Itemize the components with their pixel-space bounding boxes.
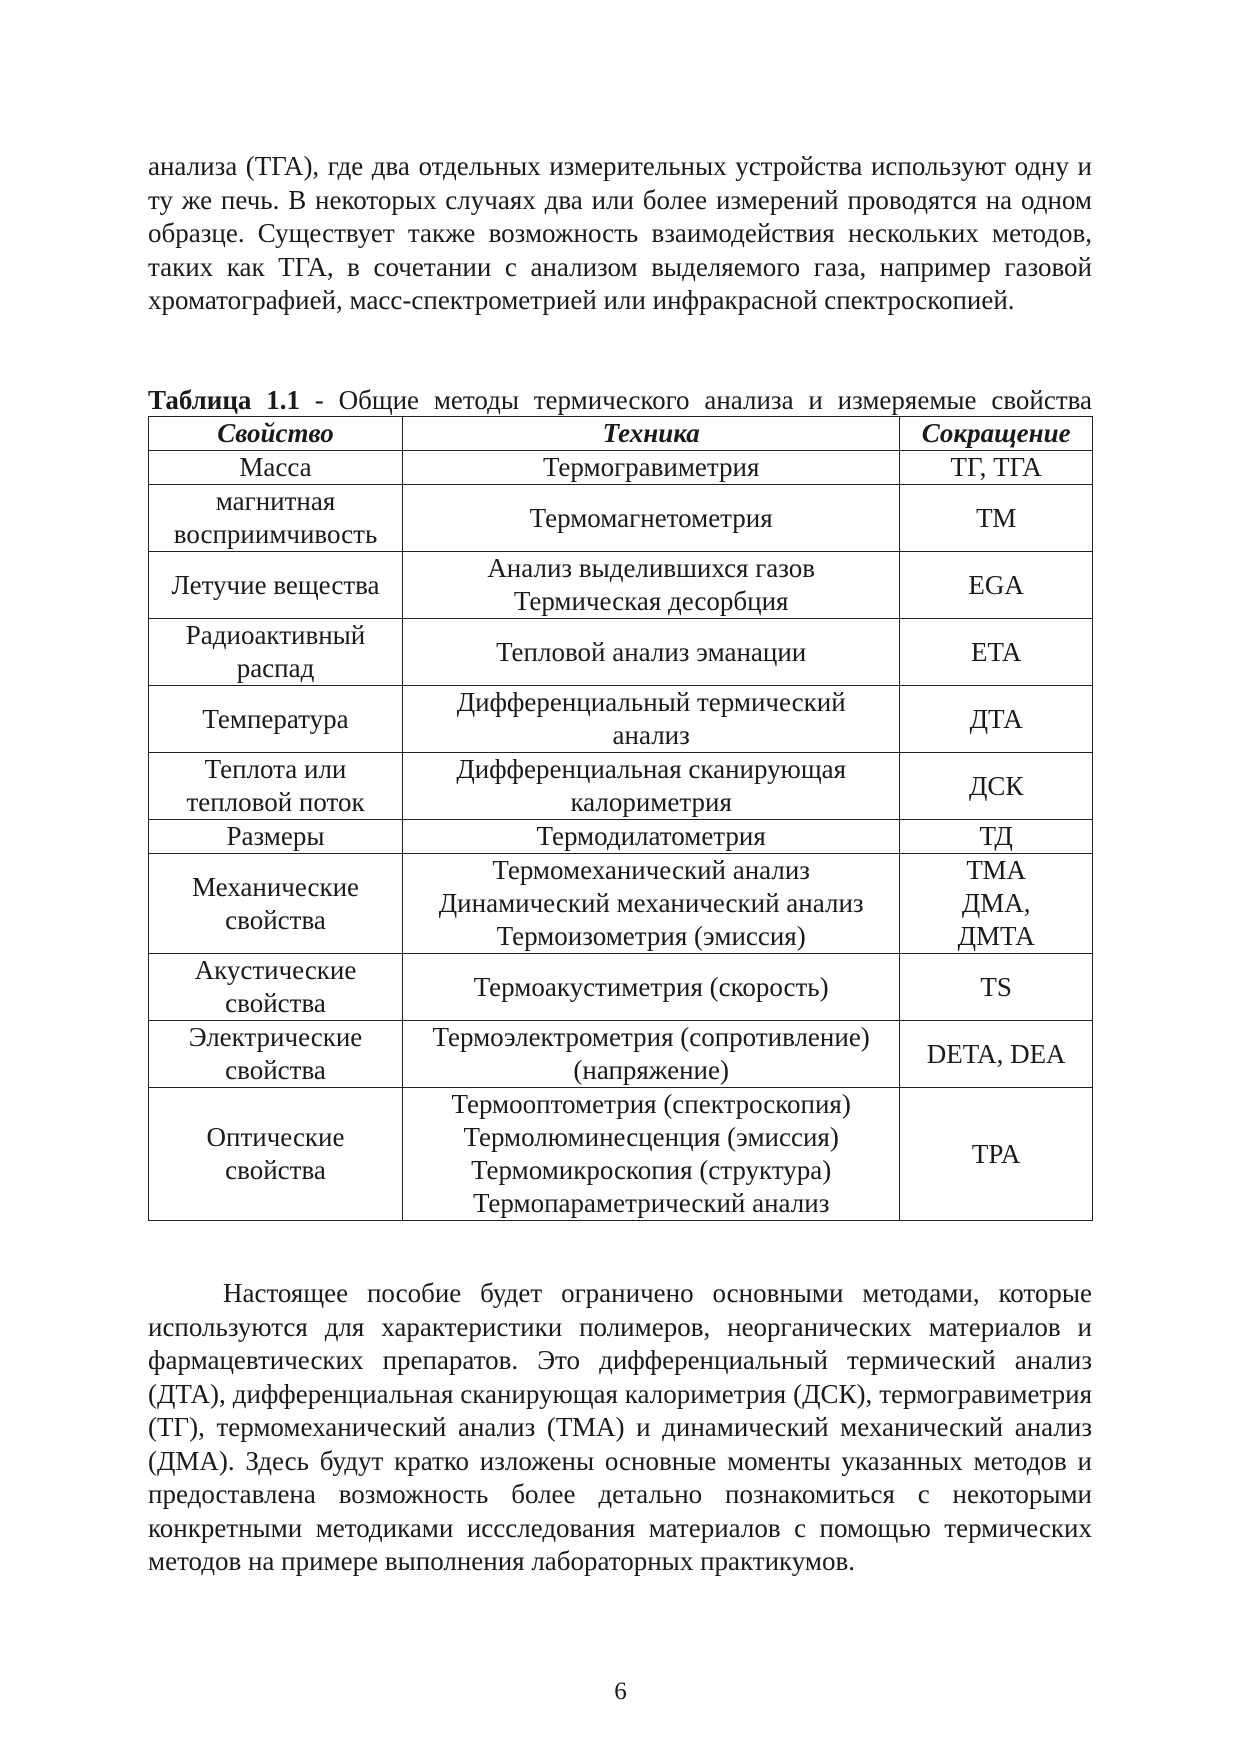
property-cell bbox=[149, 820, 403, 854]
table-row bbox=[149, 753, 1093, 820]
header-technique: Техника bbox=[403, 417, 900, 451]
technique-cell bbox=[403, 552, 900, 619]
cell-line: распад bbox=[236, 653, 315, 683]
cell-line: ТМА bbox=[966, 855, 1026, 885]
table-caption bbox=[148, 383, 1092, 417]
technique-cell bbox=[403, 753, 900, 820]
technique-cell bbox=[403, 820, 900, 854]
property-cell bbox=[149, 1021, 403, 1088]
table-row bbox=[149, 1088, 1093, 1221]
abbreviation-cell bbox=[900, 954, 1093, 1021]
abbreviation-cell bbox=[900, 686, 1093, 753]
cell-line: Электрические bbox=[188, 1022, 363, 1052]
technique-cell bbox=[403, 854, 900, 954]
cell-line: ДСК bbox=[968, 770, 1024, 801]
abbreviation-cell bbox=[900, 451, 1093, 485]
cell-line: Термомеханический анализ bbox=[492, 855, 810, 885]
abbreviation-cell bbox=[900, 619, 1093, 686]
property-cell bbox=[149, 753, 403, 820]
cell-line: Оптические bbox=[206, 1122, 345, 1152]
page-number: 6 bbox=[614, 1678, 627, 1705]
cell-line: свойства bbox=[225, 1155, 326, 1185]
cell-line: Термопараметрический анализ bbox=[472, 1188, 830, 1218]
cell-line: Термомагнетометрия bbox=[529, 502, 773, 533]
cell-line: магнитная bbox=[215, 486, 336, 516]
property-cell bbox=[149, 552, 403, 619]
cell-line: Термогравиметрия bbox=[542, 452, 760, 482]
cell-line: ДМА, bbox=[961, 888, 1031, 918]
cell-line: TS bbox=[980, 971, 1012, 1002]
cell-line: ДМТА bbox=[957, 921, 1035, 951]
cell-line: Акустические bbox=[194, 955, 357, 985]
table-caption-label: Таблица 1.1 bbox=[148, 385, 300, 415]
abbreviation-cell bbox=[900, 1088, 1093, 1221]
cell-line: Масса bbox=[239, 452, 312, 482]
cell-line: ДТА bbox=[969, 703, 1023, 734]
cell-line: калориметрия bbox=[570, 787, 732, 817]
abbreviation-cell bbox=[900, 820, 1093, 854]
property-cell bbox=[149, 686, 403, 753]
table-row bbox=[149, 619, 1093, 686]
cell-line: Термоэлектрометрия (сопротивление) bbox=[432, 1022, 870, 1052]
cell-line: Механические bbox=[191, 871, 360, 902]
abbreviation-cell bbox=[900, 485, 1093, 552]
cell-line: анализ bbox=[612, 720, 690, 750]
cell-line: Анализ выделившихся газов bbox=[487, 553, 816, 583]
table-row bbox=[149, 820, 1093, 854]
cell-line: Размеры bbox=[226, 821, 325, 851]
cell-line: свойства bbox=[225, 1055, 326, 1085]
cell-line: Термолюминесценция (эмиссия) bbox=[463, 1122, 839, 1152]
cell-line: восприимчивость bbox=[173, 519, 378, 549]
cell-line: ETA bbox=[971, 636, 1022, 667]
header-abbreviation: Сокращение bbox=[900, 417, 1093, 451]
technique-cell bbox=[403, 1088, 900, 1221]
cell-line: Радиоактивный bbox=[185, 620, 366, 650]
table-row bbox=[149, 1021, 1093, 1088]
cell-line: (напряжение) bbox=[573, 1055, 729, 1085]
cell-line: Температура bbox=[202, 703, 349, 734]
property-cell bbox=[149, 451, 403, 485]
property-cell bbox=[149, 954, 403, 1021]
cell-line: Термоакустиметрия (скорость) bbox=[473, 971, 829, 1002]
technique-cell bbox=[403, 1021, 900, 1088]
table-row bbox=[149, 686, 1093, 753]
technique-cell bbox=[403, 686, 900, 753]
technique-cell bbox=[403, 954, 900, 1021]
technique-cell bbox=[403, 619, 900, 686]
cell-line: тепловой поток bbox=[186, 787, 365, 817]
abbreviation-cell bbox=[900, 552, 1093, 619]
cell-line: свойства bbox=[225, 904, 326, 935]
cell-line: Термодилатометрия bbox=[536, 821, 766, 851]
technique-cell bbox=[403, 485, 900, 552]
cell-line: Летучие вещества bbox=[171, 569, 380, 600]
table-header-row bbox=[149, 417, 1093, 451]
cell-line: ТМ bbox=[976, 502, 1017, 533]
property-cell bbox=[149, 854, 403, 954]
cell-line: Дифференциальная сканирующая bbox=[456, 754, 847, 784]
table-row bbox=[149, 552, 1093, 619]
cell-line: ТГ, ТГА bbox=[950, 452, 1042, 482]
abbreviation-cell bbox=[900, 753, 1093, 820]
intro-paragraph: анализа (ТГА), где два отдельных измерительных устройства используют одну и ту же печь. В некоторых случаях два или более измерений проводятся на одном образце. Существует также возможность взаимодействия нескольких методов, таких как ТГА, в сочетании с анализом выделяемого газа, например газовой хроматографией, масс-спектрометрией или инфракрасной спектроскопией. bbox=[148, 151, 1092, 315]
cell-line: Термоизометрия (эмиссия) bbox=[496, 921, 806, 951]
property-cell bbox=[149, 1088, 403, 1221]
cell-line: Термооптометрия (спектроскопия) bbox=[451, 1089, 851, 1119]
cell-line: Динамический механический анализ bbox=[438, 888, 864, 918]
property-cell bbox=[149, 485, 403, 552]
technique-cell bbox=[403, 451, 900, 485]
property-cell bbox=[149, 619, 403, 686]
table-row bbox=[149, 854, 1093, 954]
cell-line: свойства bbox=[225, 988, 326, 1018]
abbreviation-cell bbox=[900, 1021, 1093, 1088]
cell-line: Термическая десорбция bbox=[513, 586, 789, 616]
table-row bbox=[149, 451, 1093, 485]
cell-line: Теплота или bbox=[204, 754, 347, 784]
cell-line: ТД bbox=[979, 821, 1013, 851]
cell-line: Тепловой анализ эманации bbox=[496, 636, 807, 667]
cell-line: DETA, DEA bbox=[926, 1038, 1066, 1069]
thermal-methods-table bbox=[148, 416, 1093, 1221]
cell-line: TPA bbox=[971, 1138, 1021, 1169]
table-row bbox=[149, 485, 1093, 552]
table-caption-text: - Общие методы термического анализа и измеряемые свойства bbox=[299, 385, 1092, 415]
table-row bbox=[149, 954, 1093, 1021]
abbreviation-cell bbox=[900, 854, 1093, 954]
cell-line: Дифференциальный термический bbox=[456, 687, 846, 717]
cell-line: Термомикроскопия (структура) bbox=[471, 1155, 832, 1185]
header-property: Свойство bbox=[149, 417, 403, 451]
closing-paragraph: Настоящее пособие будет ограничено основными методами, которые используются для характеристики полимеров, неорганических материалов и фармацевтических препаратов. Это дифференциальный термический анализ (ДТА), дифференциальная сканирующая калориметрия (ДСК), термогравиметрия (ТГ), термомеханический анализ (ТМА) и динамический механический анализ (ДМА). Здесь будут кратко изложены основные моменты указанных методов и предоставлена возможность более детально познакомиться с некоторыми конкретными методиками иссследования материалов с помощью термических методов на примере выполнения лабораторных практикумов. bbox=[148, 1278, 1092, 1576]
cell-line: EGA bbox=[968, 569, 1024, 600]
